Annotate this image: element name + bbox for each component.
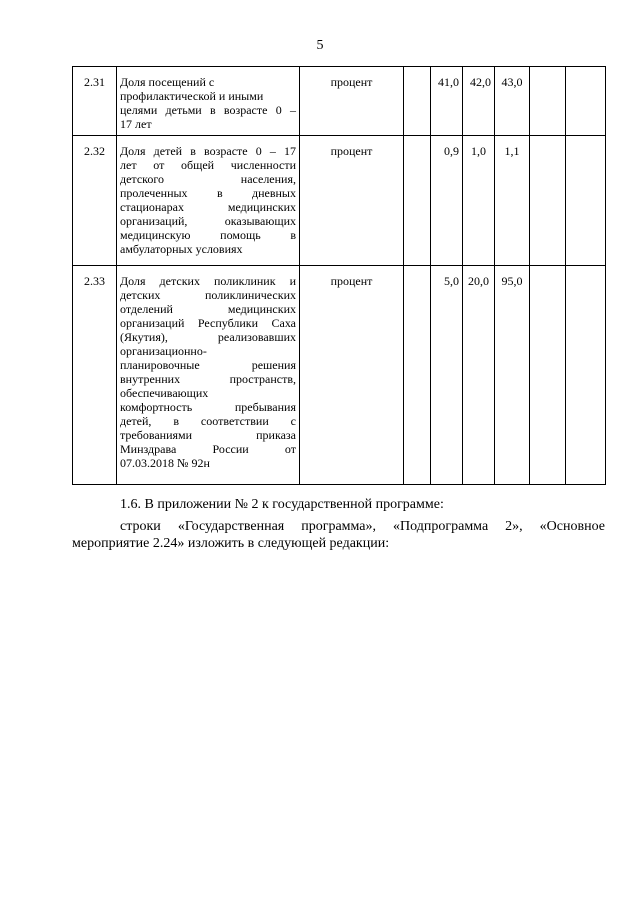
value-cell <box>530 67 566 136</box>
indicator-name-line: детских поликлинических <box>120 288 296 302</box>
indicator-name-line: амбулаторных условиях <box>120 242 243 256</box>
indicator-name-line: 07.03.2018 № 92н <box>120 456 210 470</box>
indicator-name-line: стационарах медицинских <box>120 200 296 214</box>
value-cell <box>530 266 566 485</box>
indicator-name-line: лет от общей численности <box>120 158 296 172</box>
value-cell: 0,9 <box>431 136 463 266</box>
value-cell: 41,0 <box>431 67 463 136</box>
unit-cell: процент <box>300 67 404 136</box>
indicator-name-line: пролеченных в дневных <box>120 186 296 200</box>
value-cell: 43,0 <box>495 67 530 136</box>
indicator-name-line: детского населения, <box>120 172 296 186</box>
indicator-name-line: планировочные решения <box>120 358 296 372</box>
value-cell: 1,1 <box>495 136 530 266</box>
indicator-name-line: Доля посещений с <box>120 75 215 89</box>
indicator-name-line: профилактической и иными <box>120 89 264 103</box>
value-cell <box>566 136 606 266</box>
value-cell: 5,0 <box>431 266 463 485</box>
value-cell <box>566 67 606 136</box>
indicator-name-line: целями детьми в возрасте 0 – <box>120 103 296 117</box>
indicator-name-line: 17 лет <box>120 117 152 131</box>
indicator-name-line: Минздрава России от <box>120 442 296 456</box>
row-number: 2.32 <box>73 136 117 266</box>
value-cell <box>404 136 431 266</box>
unit-cell: процент <box>300 136 404 266</box>
indicator-name-line: требованиями приказа <box>120 428 296 442</box>
value-cell: 42,0 <box>463 67 495 136</box>
table-row <box>73 136 606 266</box>
value-cell: 95,0 <box>495 266 530 485</box>
indicator-name-line: организаций Республики Саха <box>120 316 296 330</box>
indicator-name <box>117 136 300 266</box>
indicator-name-line: внутренних пространств, <box>120 372 296 386</box>
row-number: 2.31 <box>73 67 117 136</box>
indicator-name <box>117 266 300 485</box>
indicator-name-line: Доля детских поликлиник и <box>120 274 296 288</box>
indicator-name <box>117 67 300 136</box>
table-row <box>73 266 606 485</box>
indicators-table <box>72 66 606 485</box>
value-cell: 1,0 <box>463 136 495 266</box>
amendment-paragraph: 1.6. В приложении № 2 к государственной программе: <box>120 497 444 512</box>
value-cell <box>404 266 431 485</box>
row-number: 2.33 <box>73 266 117 485</box>
indicator-name-line: комфортность пребывания <box>120 400 296 414</box>
indicator-name-line: обеспечивающих <box>120 386 209 400</box>
amendment-paragraph: строки «Государственная программа», «Подпрограмма 2», «Основное мероприятие 2.24» изложить в следующей редакции: <box>72 519 605 551</box>
indicator-name-line: организаций, оказывающих <box>120 214 296 228</box>
indicator-name-line: детей, в соответствии с <box>120 414 296 428</box>
indicator-name-line: организационно- <box>120 344 207 358</box>
page-number: 5 <box>316 38 324 53</box>
indicator-name-line: (Якутия), реализовавших <box>120 330 296 344</box>
unit-cell: процент <box>300 266 404 485</box>
table-row <box>73 67 606 136</box>
indicator-name-line: Доля детей в возрасте 0 – 17 <box>120 144 296 158</box>
value-cell <box>404 67 431 136</box>
indicator-name-line: медицинскую помощь в <box>120 228 296 242</box>
value-cell: 20,0 <box>463 266 495 485</box>
indicator-name-line: отделений медицинских <box>120 302 296 316</box>
value-cell <box>530 136 566 266</box>
value-cell <box>566 266 606 485</box>
